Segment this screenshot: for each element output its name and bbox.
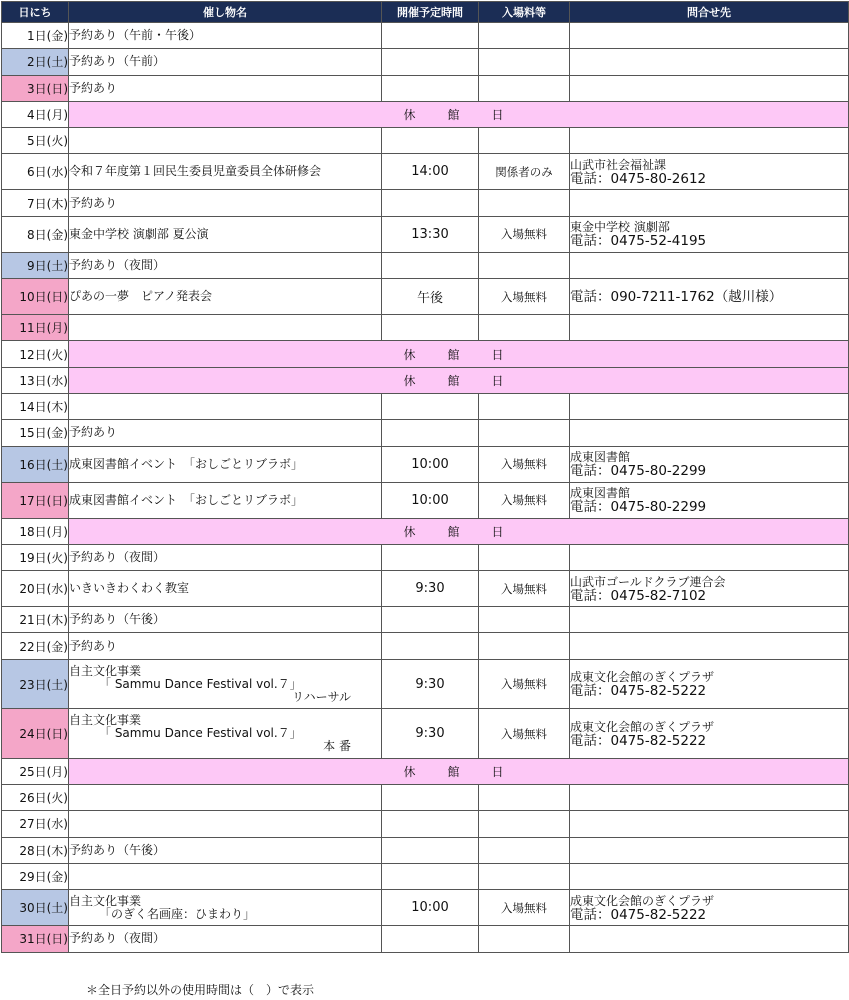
contact-name: 山武市ゴールドクラブ連合会 [570,574,726,589]
table-row [2,544,849,570]
event-cell [69,393,382,419]
date-cell: 24日(日) [2,709,69,759]
event-cell: 成東図書館イベント 「おしごとリブラボ」 [69,446,382,482]
contact-cell [570,633,849,659]
date-cell: 20日(水) [2,571,69,607]
header-time: 開催予定時間 [382,2,479,23]
contact-cell [570,607,849,633]
time-cell [382,811,479,837]
table-row [2,420,849,446]
event-line: 「 Sammu Dance Festival vol.７」 [99,726,302,740]
date-cell: 1日(金) [2,23,69,49]
date-cell: 17日(日) [2,482,69,518]
fee-cell [479,544,570,570]
contact-cell [570,446,849,482]
event-line: 本 番 [323,739,351,753]
date-cell: 3日(日) [2,75,69,101]
date-cell: 31日(日) [2,926,69,952]
closed-cell: 休 館 日 [69,758,849,784]
time-cell: 9:30 [382,659,479,709]
contact-phone: 電話：0475-80-2612 [570,170,707,187]
event-cell [69,863,382,889]
table-row [2,633,849,659]
time-cell: 9:30 [382,571,479,607]
table-row [2,49,849,75]
fee-cell [479,49,570,75]
table-row [2,571,849,607]
header-row [2,2,849,23]
table-row [2,518,849,544]
contact-phone: 電話：090-7211-1762（越川様） [570,288,783,305]
event-line: 自主文化事業 [69,663,142,678]
contact-cell [570,128,849,154]
event-cell: 東金中学校 演劇部 夏公演 [69,216,382,252]
contact-cell [570,926,849,952]
contact-cell [570,837,849,863]
contact-cell [570,785,849,811]
time-cell [382,633,479,659]
table-row [2,446,849,482]
time-cell: 14:00 [382,154,479,190]
event-cell: ぴあの一夢 ピアノ発表会 [69,279,382,315]
fee-cell [479,633,570,659]
time-cell: 10:00 [382,890,479,926]
contact-name: 東金中学校 演劇部 [570,220,670,235]
fee-cell [479,607,570,633]
event-line: 自主文化事業 [69,713,142,727]
date-cell: 26日(火) [2,785,69,811]
event-line: 「のぎく名画座：ひまわり」 [99,906,256,921]
date-cell: 12日(火) [2,341,69,367]
contact-cell [570,709,849,759]
fee-cell: 入場無料 [479,482,570,518]
event-cell: 予約あり（午後） [69,837,382,863]
event-cell [69,315,382,341]
contact-cell [570,571,849,607]
fee-cell [479,420,570,446]
table-row [2,23,849,49]
date-cell: 6日(水) [2,154,69,190]
time-cell [382,315,479,341]
contact-cell [570,216,849,252]
fee-cell [479,190,570,216]
event-cell [69,785,382,811]
closed-cell: 休 館 日 [69,367,849,393]
header-contact: 問合せ先 [570,2,849,23]
fee-cell: 入場無料 [479,659,570,709]
table-row [2,890,849,926]
footnote: ＊全日予約以外の使用時間は（ ）で表示 [86,983,315,997]
contact-phone: 電話：0475-82-7102 [570,587,707,604]
fee-cell [479,315,570,341]
event-line: 自主文化事業 [69,893,142,908]
date-cell: 7日(木) [2,190,69,216]
contact-cell [570,190,849,216]
table-row [2,659,849,709]
event-cell [69,811,382,837]
table-row [2,252,849,278]
contact-phone: 電話：0475-80-2299 [570,499,707,516]
time-cell [382,252,479,278]
event-cell: 予約あり（夜間） [69,926,382,952]
event-cell [69,890,382,926]
date-cell: 30日(土) [2,890,69,926]
table-row [2,926,849,952]
date-cell: 16日(土) [2,446,69,482]
contact-name: 成東図書館 [570,486,631,501]
time-cell [382,544,479,570]
event-cell: 予約あり（午前） [69,49,382,75]
header-fee: 入場料等 [479,2,570,23]
event-cell: 成東図書館イベント 「おしごとリブラボ」 [69,482,382,518]
contact-cell [570,154,849,190]
date-cell: 8日(金) [2,216,69,252]
date-cell: 11日(月) [2,315,69,341]
date-cell: 29日(金) [2,863,69,889]
fee-cell [479,393,570,419]
event-cell: 予約あり [69,420,382,446]
contact-cell [570,659,849,709]
contact-cell [570,890,849,926]
table-row [2,607,849,633]
header-date: 日にち [2,2,69,23]
table-row [2,341,849,367]
event-cell: 予約あり（午前・午後） [69,23,382,49]
date-cell: 18日(月) [2,518,69,544]
time-cell [382,607,479,633]
time-cell [382,926,479,952]
date-cell: 4日(月) [2,101,69,127]
date-cell: 23日(土) [2,659,69,709]
closed-cell: 休 館 日 [69,101,849,127]
fee-cell [479,75,570,101]
table-row [2,837,849,863]
fee-cell: 入場無料 [479,446,570,482]
contact-cell [570,544,849,570]
table-row [2,128,849,154]
table-row [2,785,849,811]
schedule-body [2,23,849,953]
contact-cell [570,811,849,837]
table-row [2,367,849,393]
contact-cell [570,49,849,75]
event-cell: 予約あり [69,633,382,659]
fee-cell [479,837,570,863]
time-cell [382,863,479,889]
contact-cell [570,23,849,49]
event-line: リハーサル [291,689,351,704]
schedule-table [1,1,849,953]
table-row [2,482,849,518]
table-row [2,101,849,127]
time-cell: 10:00 [382,446,479,482]
time-cell [382,190,479,216]
table-row [2,216,849,252]
time-cell: 10:00 [382,482,479,518]
table-row [2,75,849,101]
date-cell: 9日(土) [2,252,69,278]
fee-cell: 関係者のみ [479,154,570,190]
closed-cell: 休 館 日 [69,341,849,367]
time-cell: 午後 [382,279,479,315]
contact-phone: 電話：0475-82-5222 [570,683,707,699]
event-cell: 予約あり [69,75,382,101]
contact-cell [570,393,849,419]
table-row [2,154,849,190]
fee-cell: 入場無料 [479,571,570,607]
closed-cell: 休 館 日 [69,518,849,544]
contact-phone: 電話：0475-80-2299 [570,463,707,480]
date-cell: 2日(土) [2,49,69,75]
date-cell: 22日(金) [2,633,69,659]
fee-cell: 入場無料 [479,890,570,926]
fee-cell [479,863,570,889]
contact-cell [570,315,849,341]
date-cell: 14日(木) [2,393,69,419]
time-cell [382,128,479,154]
fee-cell: 入場無料 [479,709,570,759]
fee-cell [479,252,570,278]
fee-cell [479,23,570,49]
contact-cell [570,75,849,101]
time-cell [382,49,479,75]
date-cell: 28日(木) [2,837,69,863]
event-cell: 予約あり（午後） [69,607,382,633]
event-cell [69,128,382,154]
fee-cell [479,811,570,837]
event-cell: 予約あり（夜間） [69,544,382,570]
contact-phone: 電話：0475-82-5222 [570,906,707,923]
fee-cell [479,926,570,952]
fee-cell: 入場無料 [479,216,570,252]
date-cell: 25日(月) [2,758,69,784]
table-row [2,863,849,889]
time-cell [382,75,479,101]
table-row [2,709,849,759]
event-cell: いきいきわくわく教室 [69,571,382,607]
contact-name: 成東文化会館のぎくプラザ [570,719,715,734]
time-cell [382,837,479,863]
table-row [2,393,849,419]
contact-name: 成東文化会館のぎくプラザ [570,893,715,908]
event-line: 「 Sammu Dance Festival vol.７」 [99,676,302,691]
table-row [2,758,849,784]
contact-cell [570,420,849,446]
contact-phone: 電話：0475-52-4195 [570,233,707,250]
header-event: 催し物名 [69,2,382,23]
date-cell: 5日(火) [2,128,69,154]
contact-name: 成東文化会館のぎくプラザ [570,670,715,684]
fee-cell [479,128,570,154]
fee-cell: 入場無料 [479,279,570,315]
event-cell: 令和７年度第１回民生委員児童委員全体研修会 [69,154,382,190]
date-cell: 21日(木) [2,607,69,633]
date-cell: 15日(金) [2,420,69,446]
table-row [2,279,849,315]
date-cell: 19日(火) [2,544,69,570]
date-cell: 27日(水) [2,811,69,837]
time-cell [382,785,479,811]
event-cell: 予約あり（夜間） [69,252,382,278]
contact-cell [570,482,849,518]
table-row [2,190,849,216]
time-cell [382,420,479,446]
date-cell: 13日(水) [2,367,69,393]
table-row [2,811,849,837]
table-row [2,315,849,341]
event-cell [69,659,382,709]
contact-cell [570,863,849,889]
event-cell [69,709,382,759]
fee-cell [479,785,570,811]
time-cell: 13:30 [382,216,479,252]
time-cell [382,23,479,49]
contact-name: 山武市社会福祉課 [570,157,667,172]
contact-cell [570,252,849,278]
event-cell: 予約あり [69,190,382,216]
contact-phone: 電話：0475-82-5222 [570,732,707,749]
date-cell: 10日(日) [2,279,69,315]
time-cell [382,393,479,419]
contact-cell [570,279,849,315]
time-cell: 9:30 [382,709,479,759]
contact-name: 成東図書館 [570,450,631,465]
